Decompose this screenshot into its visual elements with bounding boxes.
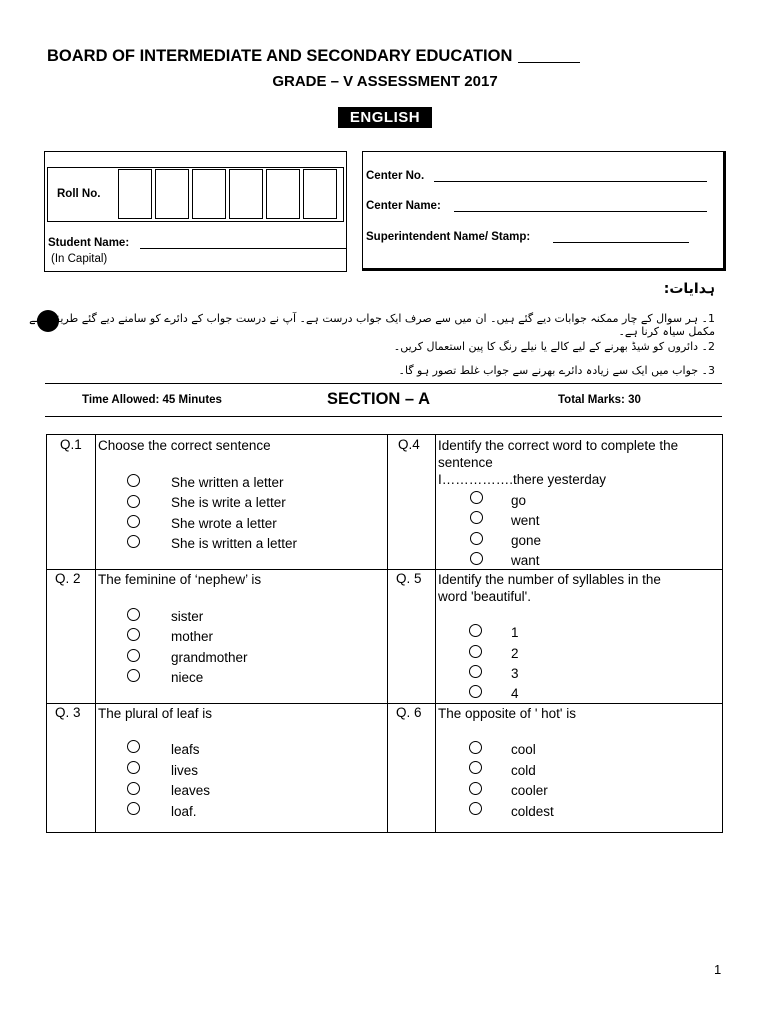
- question-text: The feminine of ‘nephew’ is: [98, 572, 262, 587]
- option-label: She written a letter: [171, 475, 284, 490]
- answer-bubble[interactable]: [127, 802, 140, 815]
- option-label: 2: [511, 646, 519, 661]
- question-number: Q. 6: [396, 705, 422, 720]
- option-label: lives: [171, 763, 199, 778]
- roll-number-boxes: [118, 169, 340, 219]
- option-label: coldest: [511, 804, 554, 819]
- answer-bubble[interactable]: [470, 552, 483, 565]
- center-number-label: Center No.: [366, 170, 425, 182]
- superintendent-label: Superintendent Name/ Stamp:: [366, 231, 531, 243]
- option-label: leafs: [171, 742, 200, 757]
- option-label: 3: [511, 666, 519, 681]
- question-number: Q. 3: [55, 705, 81, 720]
- column-divider: [95, 435, 96, 832]
- option-label: niece: [171, 670, 204, 685]
- option-label: 4: [511, 686, 519, 701]
- student-name-field[interactable]: [140, 248, 346, 249]
- answer-bubble[interactable]: [127, 740, 140, 753]
- time-allowed: Time Allowed: 45 Minutes: [82, 394, 222, 406]
- option-label: want: [511, 553, 540, 568]
- section-title: SECTION – A: [327, 390, 430, 408]
- option-label: cooler: [511, 783, 548, 798]
- option-label: grandmother: [171, 650, 248, 665]
- board-name-blank: [518, 62, 580, 63]
- answer-bubble[interactable]: [469, 645, 482, 658]
- option-label: cool: [511, 742, 536, 757]
- row-divider: [47, 569, 722, 570]
- answer-bubble[interactable]: [469, 665, 482, 678]
- question-text: The plural of leaf is: [98, 706, 213, 721]
- answer-bubble[interactable]: [127, 649, 140, 662]
- answer-bubble[interactable]: [127, 761, 140, 774]
- capital-note: (In Capital): [51, 253, 108, 265]
- instruction-item: 2۔ دائروں کو شیڈ بھرنے کے لیے کالے یا نیلے رنگ کا پین استعمال کریں۔: [393, 340, 715, 353]
- answer-bubble[interactable]: [127, 608, 140, 621]
- option-label: went: [511, 513, 540, 528]
- question-number: Q.1: [60, 437, 82, 452]
- grade-title: GRADE – V ASSESSMENT 2017: [272, 73, 498, 90]
- superintendent-field[interactable]: [553, 242, 689, 243]
- instructions-title: ہدایات:: [663, 281, 715, 297]
- option-label: go: [511, 493, 527, 508]
- answer-bubble[interactable]: [127, 669, 140, 682]
- row-divider: [47, 703, 722, 704]
- roll-digit-box[interactable]: [192, 169, 226, 219]
- answer-bubble[interactable]: [469, 802, 482, 815]
- column-divider: [435, 435, 436, 832]
- answer-bubble[interactable]: [469, 782, 482, 795]
- option-label: cold: [511, 763, 536, 778]
- question-text: The opposite of ' hot' is: [438, 706, 576, 721]
- board-title: BOARD OF INTERMEDIATE AND SECONDARY EDUCATION: [47, 47, 580, 66]
- option-label: 1: [511, 625, 519, 640]
- option-label: She wrote a letter: [171, 516, 277, 531]
- question-text: Identify the correct word to complete the sentence I…………….there yesterday: [438, 438, 679, 487]
- answer-bubble[interactable]: [469, 624, 482, 637]
- roll-digit-box[interactable]: [118, 169, 152, 219]
- section-rule-bottom: [45, 416, 722, 417]
- answer-bubble[interactable]: [469, 685, 482, 698]
- question-number: Q. 2: [55, 571, 81, 586]
- answer-bubble[interactable]: [470, 491, 483, 504]
- option-label: She is write a letter: [171, 495, 286, 510]
- option-label: mother: [171, 629, 214, 644]
- question-text: Choose the correct sentence: [98, 438, 271, 453]
- answer-bubble[interactable]: [127, 474, 140, 487]
- page-number: 1: [714, 962, 722, 977]
- answer-bubble[interactable]: [470, 532, 483, 545]
- center-number-field[interactable]: [434, 181, 707, 182]
- subject-badge: ENGLISH: [338, 107, 432, 128]
- question-number: Q.4: [398, 437, 420, 452]
- answer-bubble[interactable]: [470, 511, 483, 524]
- roll-digit-box[interactable]: [155, 169, 189, 219]
- option-label: loaf.: [171, 804, 197, 819]
- option-label: She is written a letter: [171, 536, 298, 551]
- answer-bubble[interactable]: [127, 782, 140, 795]
- center-name-field[interactable]: [454, 211, 707, 212]
- column-divider: [387, 435, 388, 832]
- instruction-item: 3۔ جواب میں ایک سے زیادہ دائرے بھرنے سے جواب غلط تصور ہو گا۔: [398, 364, 715, 377]
- roll-digit-box[interactable]: [266, 169, 300, 219]
- question-table: [46, 434, 723, 833]
- student-name-label: Student Name:: [48, 237, 130, 249]
- question-text: Identify the number of syllables in the word 'beautiful'.: [438, 572, 661, 604]
- roll-digit-box[interactable]: [303, 169, 337, 219]
- roll-number-label: Roll No.: [57, 188, 101, 200]
- answer-bubble[interactable]: [469, 761, 482, 774]
- instruction-item: 1۔ ہر سوال کے چار ممکنہ جوابات دیے گئے ہیں۔ ان میں سے صرف ایک جواب درست ہے۔ آپ نے درست جواب کے دائرے کو سامنے دیے گئے طریقے سے مکمل سیاہ کرنا ہے۔: [29, 312, 715, 338]
- answer-bubble[interactable]: [127, 515, 140, 528]
- answer-bubble[interactable]: [469, 741, 482, 754]
- section-rule-top: [45, 383, 722, 384]
- roll-digit-box[interactable]: [229, 169, 263, 219]
- option-label: gone: [511, 533, 542, 548]
- answer-bubble[interactable]: [127, 628, 140, 641]
- total-marks: Total Marks: 30: [558, 394, 641, 406]
- question-number: Q. 5: [396, 571, 422, 586]
- option-label: leaves: [171, 783, 211, 798]
- answer-bubble[interactable]: [127, 495, 140, 508]
- center-name-label: Center Name:: [366, 200, 441, 212]
- answer-bubble[interactable]: [127, 535, 140, 548]
- option-label: sister: [171, 609, 204, 624]
